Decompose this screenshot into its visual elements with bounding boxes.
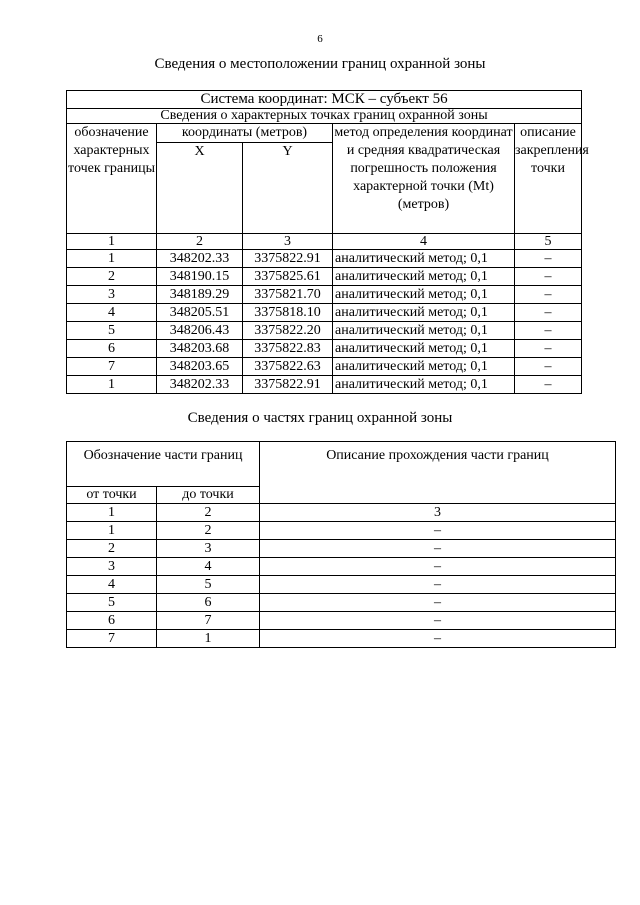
cell-y: 3375822.91 [243,376,333,394]
column-number: 3 [243,234,333,250]
column-number: 5 [515,234,582,250]
col-part-header: Обозначение части границ [67,442,260,487]
cell-to: 6 [157,594,260,612]
col-y-header: Y [243,143,333,234]
cell-y: 3375822.63 [243,358,333,376]
col-coords-header: координаты (метров) [157,124,333,143]
cell-from: 7 [67,630,157,648]
cell-y: 3375822.83 [243,340,333,358]
cell-point: 2 [67,268,157,286]
header-blank-cell [260,487,616,504]
column-numbers-row [67,504,616,522]
cell-desc: – [515,358,582,376]
boundary-points-table [66,90,589,394]
table-row [67,322,582,340]
table-row [67,612,616,630]
col-method-header: метод определения координат и средняя квадратическая погрешность положения характерной точки (Mt) (метров) [333,124,515,234]
cell-desc: – [260,576,616,594]
cell-desc: – [515,250,582,268]
cell-point: 6 [67,340,157,358]
cell-point: 1 [67,250,157,268]
cell-method: аналитический метод; 0,1 [333,304,515,322]
cell-x: 348202.33 [157,376,243,394]
cell-desc: – [260,630,616,648]
cell-to: 3 [157,540,260,558]
col-from-header: от точки [67,487,157,504]
cell-method: аналитический метод; 0,1 [333,340,515,358]
table-row [67,594,616,612]
cell-method: аналитический метод; 0,1 [333,250,515,268]
coord-system-cell: Система координат: МСК – субъект 56 [67,91,582,109]
points-header-cell: Сведения о характерных точках границ охранной зоны [67,109,582,124]
cell-desc: – [260,594,616,612]
table-row [67,630,616,648]
table-row [67,376,582,394]
cell-x: 348189.29 [157,286,243,304]
cell-x: 348190.15 [157,268,243,286]
col-designation-header: обозначение характерных точек границы [67,124,157,234]
cell-y: 3375818.10 [243,304,333,322]
cell-method: аналитический метод; 0,1 [333,376,515,394]
cell-method: аналитический метод; 0,1 [333,268,515,286]
cell-y: 3375822.20 [243,322,333,340]
cell-x: 348202.33 [157,250,243,268]
cell-method: аналитический метод; 0,1 [333,322,515,340]
cell-from: 1 [67,522,157,540]
cell-to: 2 [157,522,260,540]
page-title: Сведения о местоположении границ охранной зоны [154,56,486,72]
col-desc-header: Описание прохождения части границ [260,442,616,487]
col-x-header: X [157,143,243,234]
cell-desc: – [260,612,616,630]
cell-point: 7 [67,358,157,376]
cell-point: 5 [67,322,157,340]
col-desc-header: описание закрепления точки [515,124,582,234]
cell-desc: – [515,340,582,358]
table-row [67,576,616,594]
cell-x: 348203.65 [157,358,243,376]
cell-desc: – [260,540,616,558]
cell-desc: – [260,522,616,540]
table-row [67,286,582,304]
cell-desc: – [515,268,582,286]
table-row [67,522,616,540]
cell-method: аналитический метод; 0,1 [333,358,515,376]
column-number: 1 [67,234,157,250]
cell-x: 348203.68 [157,340,243,358]
cell-x: 348205.51 [157,304,243,322]
cell-from: 6 [67,612,157,630]
col-to-header: до точки [157,487,260,504]
table-row [67,358,582,376]
cell-from: 2 [67,540,157,558]
column-numbers-row [67,234,582,250]
column-number: 4 [333,234,515,250]
cell-y: 3375821.70 [243,286,333,304]
table-row [67,540,616,558]
table-row [67,268,582,286]
cell-y: 3375825.61 [243,268,333,286]
cell-from: 5 [67,594,157,612]
cell-point: 3 [67,286,157,304]
cell-point: 1 [67,376,157,394]
column-number: 2 [157,234,243,250]
cell-from: 3 [67,558,157,576]
table-row [67,304,582,322]
section-title: Сведения о частях границ охранной зоны [187,410,453,426]
cell-x: 348206.43 [157,322,243,340]
cell-from: 4 [67,576,157,594]
cell-to: 7 [157,612,260,630]
column-number: 1 [67,504,157,522]
cell-to: 5 [157,576,260,594]
table-row [67,340,582,358]
column-number: 2 [157,504,260,522]
cell-method: аналитический метод; 0,1 [333,286,515,304]
boundary-parts-table [66,441,616,648]
table-row [67,558,616,576]
cell-desc: – [515,304,582,322]
page-number: 6 [317,33,323,45]
cell-desc: – [515,286,582,304]
column-number: 3 [260,504,616,522]
cell-desc: – [260,558,616,576]
cell-to: 1 [157,630,260,648]
cell-desc: – [515,376,582,394]
table-row [67,250,582,268]
cell-y: 3375822.91 [243,250,333,268]
cell-desc: – [515,322,582,340]
cell-point: 4 [67,304,157,322]
cell-to: 4 [157,558,260,576]
